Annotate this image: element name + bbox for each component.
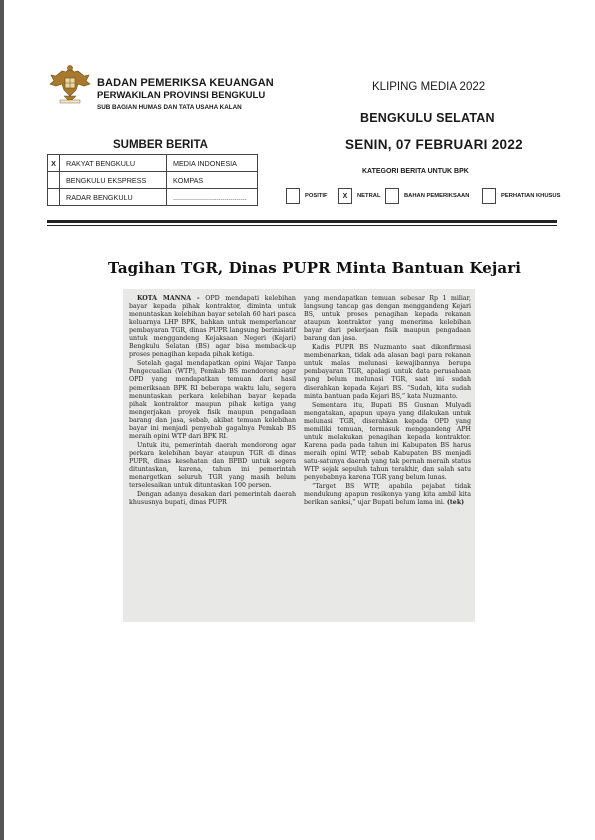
source-row <box>48 172 258 189</box>
category-checkbox <box>482 188 496 204</box>
article-paragraph <box>304 483 471 507</box>
category-checkbox: X <box>338 188 352 204</box>
garuda-emblem-icon <box>48 62 92 106</box>
category-perhatian-khusus <box>482 187 560 205</box>
source-name: KOMPAS <box>167 172 258 189</box>
sumber-berita-title: SUMBER BERITA <box>113 139 208 151</box>
source-name: RAKYAT BENGKULU <box>60 155 167 172</box>
category-label: NETRAL <box>357 193 381 199</box>
article-paragraph: Kadis PUPR BS Nuzmanto saat dikonfirmasi membenarkan, tidak ada alasan bagi para rekanan untuk malas melunasi kewajibannya berupa pembayaran TGR, apalagi untuk data perusahaan yang belum melunasi TGR, saat ini sudah diserahkan kepada Kejari BS. “Sudah, kita sudah minta bantuan pada Kejari BS,” kata Nuzmanto. <box>304 344 471 400</box>
article-column-1 <box>129 295 296 508</box>
header-divider <box>47 220 557 223</box>
org-subdivision: SUB BAGIAN HUMAS DAN TATA USAHA KALAN <box>97 104 242 111</box>
article-paragraph: Setelah gagal mendapatkan opini Wajar Tanpa Pengecualian (WTP), Pemkab BS mendorong agar OPD yang mendapatkan temuan dari hasil pemeriksaan BPK RI beberapa waktu lalu, segera menuntaskan perkara kelebihan bayar kepada pihak kontraktor maupun pihak ketiga yang mengerjakan proyek fisik maupun pengadaan barang dan jasa, sebab, akibat temuan kelebihan bayar ini menjadi penyebab gagalnya Pemkab BS meraih opini WTP dari BPK RI. <box>129 360 296 440</box>
source-name: BENGKULU EKSPRESS <box>60 172 167 189</box>
article-closing-quote: “Target BS WTP, apabila pejabat tidak mendukung apapun resikonya yang kita ambil kita berikan sanksi,” ujar Bupati belum lama ini. <box>304 483 471 507</box>
source-row <box>48 189 258 206</box>
article-paragraph: yang mendapatkan temuan sebesar Rp 1 miliar, langsung tancap gas dengan menggandeng Kejari BS, untuk proses penagihan kepada rekanan ataupun kontraktor yang menerima kelebihan bayar dari pekerjaan fisik maupun pengadaan barang dan jasa. <box>304 295 471 343</box>
article-paragraph: Sementara itu, Bupati BS Gusnan Mulyadi mengatakan, apapun upaya yang dilakukan untuk melunasi TGR, diserahkan kepada OPD yang memiliki temuan, termasuk menggandeng APH untuk melakukan penagihan kepada kontraktor. Karena pada pada tahun ini Kabupaten BS harus meraih opini WTP, sebab Kabupaten BS menjadi satu-satunya daerah yang tak pernah meraih status WTP sejak sepuluh tahun terakhir, dan salah satu penyebabnya karena TGR yang belum lunas. <box>304 401 471 482</box>
article-clipping <box>123 289 475 622</box>
org-name: BADAN PEMERIKSA KEUANGAN <box>97 77 274 89</box>
org-branch: PERWAKILAN PROVINSI BENGKULU <box>97 90 266 101</box>
source-mark: X <box>48 155 60 172</box>
page-edge <box>0 0 4 840</box>
source-mark <box>48 172 60 189</box>
source-name: ..................................... <box>167 189 258 206</box>
article-byline: (tek) <box>446 499 465 507</box>
article-paragraph: Untuk itu, pemerintah daerah mendorong agar perkara kelebihan bayar ataupun TGR di dinas PUPR, dinas kesehatan dan BPBD untuk segera dituntaskan, karena, tahun ini pemerintah menargetkan seluruh TGR yang masih belum terselesaikan untuk dituntaskan 100 persen. <box>129 441 296 490</box>
category-label: POSITIF <box>305 193 328 199</box>
article-paragraph: Dengan adanya desakan dari pemerintah daerah khususnya bupati, dinas PUPR <box>129 491 296 507</box>
category-bahan-pemeriksaan <box>385 187 469 205</box>
article-paragraph <box>129 295 296 359</box>
category-positif <box>286 187 328 205</box>
article-column-2 <box>304 295 471 508</box>
source-name: RADAR BENGKULU <box>60 189 167 206</box>
kategori-title: KATEGORI BERITA UNTUK BPK <box>362 168 469 175</box>
source-row <box>48 155 258 172</box>
category-checkbox <box>385 188 399 204</box>
sumber-berita-table <box>47 154 258 206</box>
category-label: PERHATIAN KHUSUS <box>501 193 561 199</box>
source-name: MEDIA INDONESIA <box>167 155 258 172</box>
clipping-date: SENIN, 07 FEBRUARI 2022 <box>345 137 523 152</box>
category-label: BAHAN PEMERIKSAAN <box>404 193 470 199</box>
kliping-title: KLIPING MEDIA 2022 <box>372 81 486 93</box>
article-headline: Tagihan TGR, Dinas PUPR Minta Bantuan Kejari <box>108 259 522 277</box>
article-lead-text: OPD mendapati kelebihan bayar kepada pihak kontraktor, diminta untuk menuntaskan kelebihan bayar setelah 60 hari pasca keluarnya LHP BPK, bahkan untuk memperlancar pembayaran TGR, dinas PUPR langsung berinisiatif untuk menggandeng Kejaksaan Negeri (Kejari) Bengkulu Selatan (BS) agar bisa memback-up proses penagihan kepada pihak ketiga. <box>129 295 296 359</box>
source-mark <box>48 189 60 206</box>
article-dateline: KOTA MANNA - <box>137 295 200 302</box>
category-checkbox <box>286 188 300 204</box>
category-netral <box>338 187 381 205</box>
header-divider-thin <box>47 225 557 226</box>
region-title: BENGKULU SELATAN <box>360 111 495 125</box>
